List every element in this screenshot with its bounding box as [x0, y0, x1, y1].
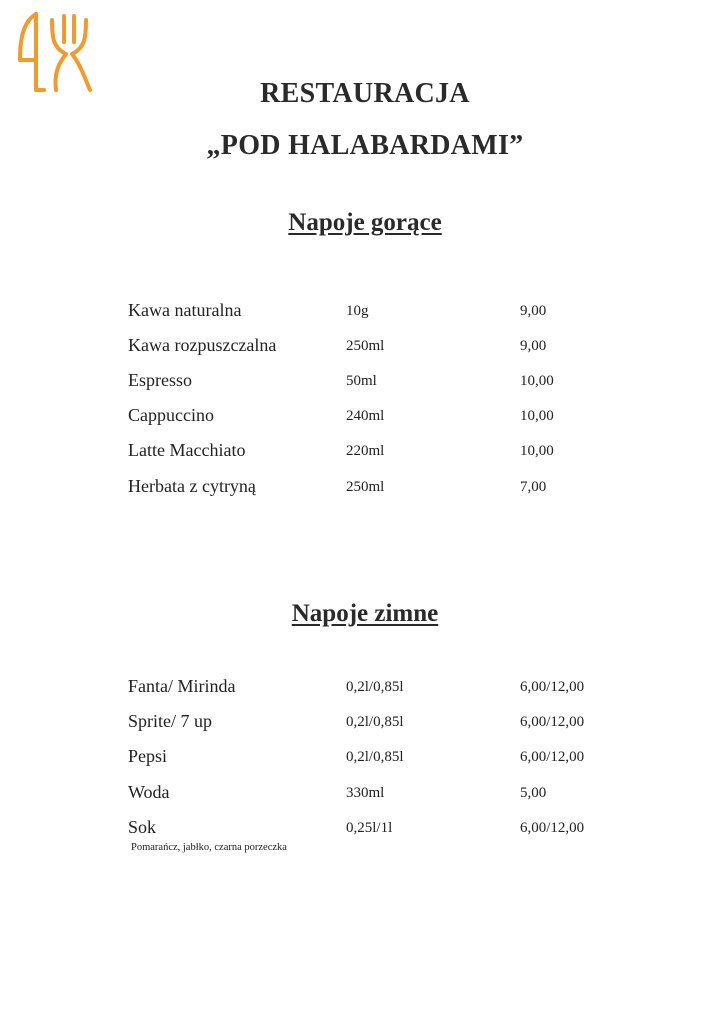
item-size: 250ml [346, 479, 385, 495]
item-name: Kawa rozpuszczalna [128, 335, 277, 355]
item-price: 6,00/12,00 [520, 679, 585, 695]
menu-item [0, 440, 720, 464]
menu-item [0, 300, 720, 324]
item-size: 220ml [346, 443, 385, 459]
item-price: 10,00 [520, 408, 554, 424]
item-price: 10,00 [520, 443, 554, 459]
item-price: 6,00/12,00 [520, 714, 585, 730]
item-price: 9,00 [520, 303, 547, 319]
section-heading-hot: Napoje gorące [288, 209, 442, 236]
juice-flavors-note: Pomarańcz, jabłko, czarna porzeczka [131, 842, 287, 853]
item-price: 6,00/12,00 [520, 749, 585, 765]
item-size: 0,2l/0,85l [346, 714, 404, 730]
item-name: Sprite/ 7 up [128, 711, 212, 731]
item-name: Pepsi [128, 746, 168, 766]
item-size: 10g [346, 303, 369, 319]
item-price: 5,00 [520, 785, 547, 801]
menu-item [0, 335, 720, 359]
item-name: Fanta/ Mirinda [128, 676, 236, 696]
item-name: Espresso [128, 370, 192, 390]
item-price: 7,00 [520, 479, 547, 495]
menu-item [0, 817, 720, 841]
restaurant-name: RESTAURACJA [260, 78, 470, 109]
menu-item [0, 711, 720, 735]
item-name: Herbata z cytryną [128, 476, 256, 496]
item-name: Sok [128, 817, 157, 837]
item-size: 240ml [346, 408, 385, 424]
section-heading-cold: Napoje zimne [291, 600, 439, 627]
menu-item [0, 746, 720, 770]
menu-item [0, 405, 720, 429]
item-name: Cappuccino [128, 405, 214, 425]
menu-item [0, 676, 720, 700]
menu-item [0, 476, 720, 500]
item-name: Woda [128, 782, 170, 802]
item-size: 330ml [346, 785, 385, 801]
item-size: 0,2l/0,85l [346, 679, 404, 695]
menu-item [0, 782, 720, 806]
menu-item [0, 370, 720, 394]
item-name: Latte Macchiato [128, 440, 246, 460]
item-size: 250ml [346, 338, 385, 354]
item-size: 0,25l/1l [346, 820, 393, 836]
item-price: 6,00/12,00 [520, 820, 585, 836]
restaurant-subname: „POD HALABARDAMI” [206, 130, 524, 161]
item-size: 0,2l/0,85l [346, 749, 404, 765]
item-size: 50ml [346, 373, 377, 389]
item-name: Kawa naturalna [128, 300, 242, 320]
item-price: 9,00 [520, 338, 547, 354]
item-price: 10,00 [520, 373, 554, 389]
